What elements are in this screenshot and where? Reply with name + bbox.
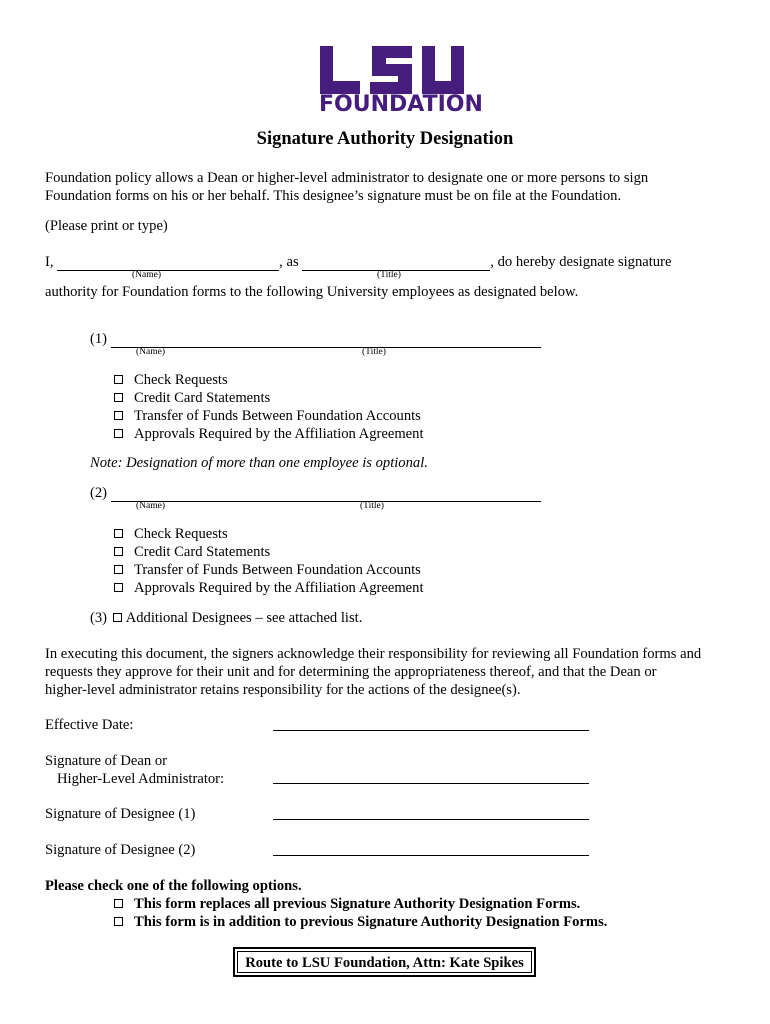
checkbox-icon[interactable] [114, 899, 123, 908]
effective-date-field[interactable] [273, 730, 589, 731]
designation-prefix: I, [45, 254, 54, 270]
designee-2-name-field[interactable] [111, 487, 541, 502]
lsu-logo [320, 46, 464, 94]
option-replace[interactable]: This form replaces all previous Signature Authority Designation Forms. [114, 895, 580, 913]
designee-1-option-approvals[interactable]: Approvals Required by the Affiliation Agreement [114, 425, 424, 443]
checkbox-icon[interactable] [114, 375, 123, 384]
designation-line-2: authority for Foundation forms to the following University employees as designated below. [45, 284, 579, 300]
designee-2-option-transfer-funds[interactable]: Transfer of Funds Between Foundation Accounts [114, 561, 421, 579]
print-note: (Please print or type) [45, 218, 168, 234]
options-heading: Please check one of the following options. [45, 878, 302, 894]
designee-1-name-field[interactable] [111, 333, 541, 348]
checkbox-icon[interactable] [114, 529, 123, 538]
acknowledgement-line-2: requests they approve for their unit and for determining the appropriateness thereof, and that the Dean or [45, 664, 657, 680]
designee-2-title-caption: (Title) [360, 501, 384, 511]
designator-title-field[interactable] [302, 256, 490, 271]
dean-signature-label-1: Signature of Dean or [45, 753, 167, 769]
dean-signature-label-2: Higher-Level Administrator: [57, 771, 225, 787]
designee-3-label: Additional Designees – see attached list. [125, 610, 363, 626]
designee-3-row[interactable] [90, 609, 362, 627]
intro-line-1: Foundation policy allows a Dean or higher-level administrator to designate one or more persons to sign [45, 170, 649, 186]
checkbox-icon[interactable] [114, 583, 123, 592]
designee-1-number: (1) [90, 331, 108, 347]
checkbox-icon[interactable] [114, 411, 123, 420]
designee-2-option-credit-card[interactable]: Credit Card Statements [114, 543, 270, 561]
designee-2-name-caption: (Name) [136, 501, 166, 511]
checkbox-icon[interactable] [114, 565, 123, 574]
checkbox-icon[interactable] [113, 613, 122, 622]
option-addition[interactable]: This form is in addition to previous Signature Authority Designation Forms. [114, 913, 607, 931]
designee-1-option-check-requests[interactable]: Check Requests [114, 371, 228, 389]
title-caption: (Title) [377, 270, 401, 280]
designation-suffix: , do hereby designate signature [490, 254, 672, 270]
designee-1-signature-label: Signature of Designee (1) [45, 806, 196, 822]
effective-date-label: Effective Date: [45, 717, 134, 733]
page-title: Signature Authority Designation [256, 129, 514, 149]
foundation-wordmark: FOUNDATION [319, 92, 483, 117]
designee-1-option-credit-card[interactable]: Credit Card Statements [114, 389, 270, 407]
designation-as: , as [279, 254, 299, 270]
designee-2-number: (2) [90, 485, 108, 501]
designee-1-name-caption: (Name) [136, 347, 166, 357]
designee-2-option-check-requests[interactable]: Check Requests [114, 525, 228, 543]
route-text: Route to LSU Foundation, Attn: Kate Spikes [237, 951, 532, 973]
checkbox-icon[interactable] [114, 429, 123, 438]
name-caption: (Name) [132, 270, 162, 280]
intro-line-2: Foundation forms on his or her behalf. This designee’s signature must be on file at the Foundation. [45, 188, 622, 204]
designee-1-title-caption: (Title) [362, 347, 386, 357]
designee-1-option-transfer-funds[interactable]: Transfer of Funds Between Foundation Accounts [114, 407, 421, 425]
checkbox-icon[interactable] [114, 917, 123, 926]
checkbox-icon[interactable] [114, 547, 123, 556]
designator-name-field[interactable] [57, 256, 279, 271]
designee-2-signature-field[interactable] [273, 855, 589, 856]
designee-2-option-approvals[interactable]: Approvals Required by the Affiliation Agreement [114, 579, 424, 597]
designee-3-number: (3) [90, 610, 108, 626]
optional-note: Note: Designation of more than one employee is optional. [90, 455, 428, 471]
designee-2-signature-label: Signature of Designee (2) [45, 842, 196, 858]
designee-1-signature-field[interactable] [273, 819, 589, 820]
designee-2-row [90, 484, 541, 502]
designation-sentence [45, 253, 671, 271]
dean-signature-field[interactable] [273, 783, 589, 784]
designee-1-row [90, 330, 541, 348]
route-box [233, 947, 536, 977]
acknowledgement-line-3: higher-level administrator retains responsibility for the actions of the designee(s). [45, 682, 521, 698]
acknowledgement-line-1: In executing this document, the signers acknowledge their responsibility for reviewing all Foundation forms and [45, 646, 702, 662]
checkbox-icon[interactable] [114, 393, 123, 402]
